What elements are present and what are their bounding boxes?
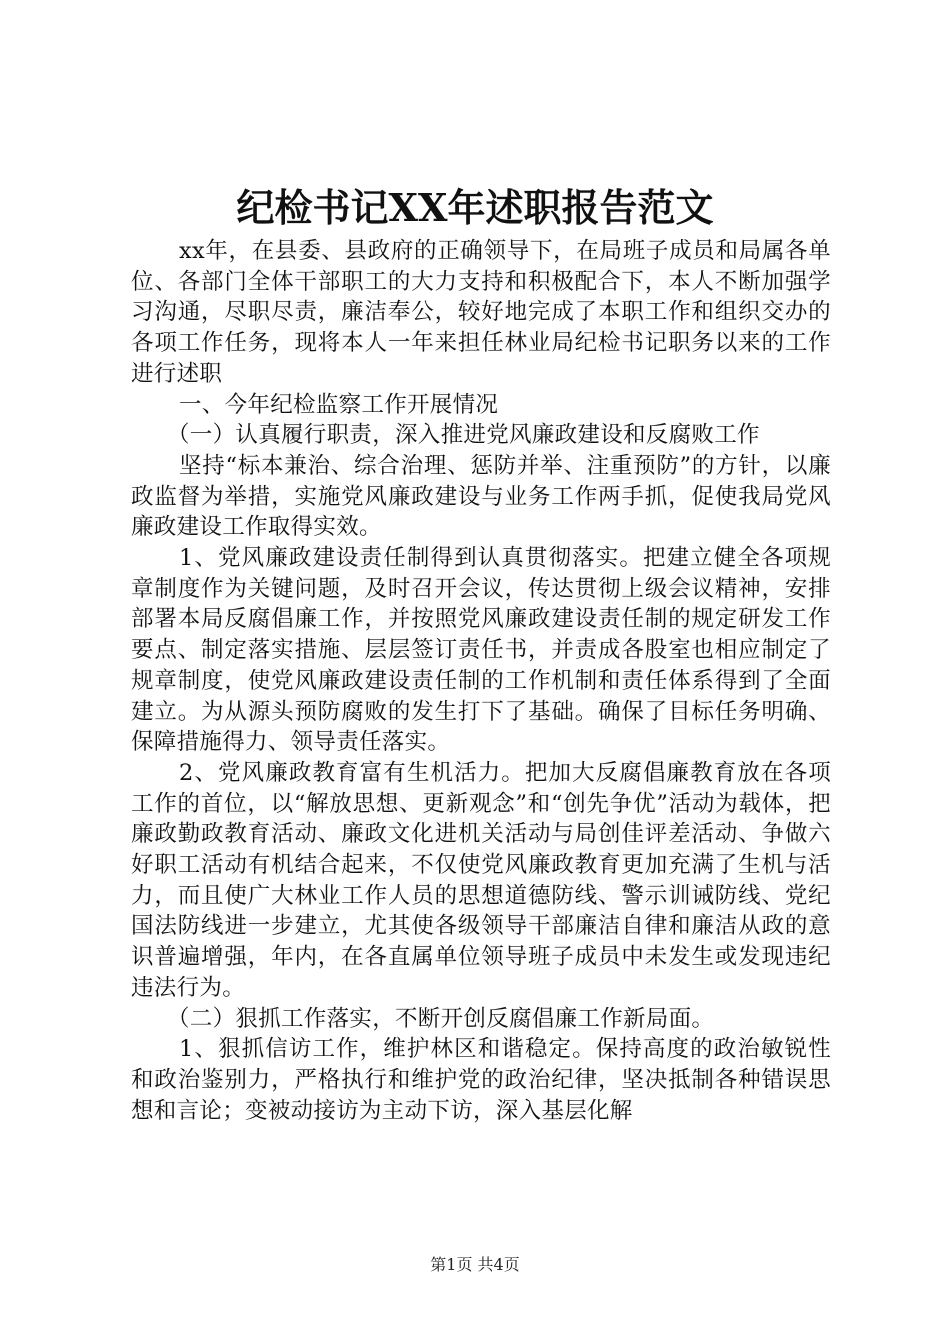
paragraph-intro: xx年，在县委、县政府的正确领导下，在局班子成员和局属各单位、各部门全体干部职工的大力支持和积极配合下，本人不断加强学习沟通，尽职尽责，廉洁奉公，较好地完成了本职工作和组织交办的各项工作任务，现将本人一年来担任林业局纪检书记职务以来的工作进行述职 [131, 238, 831, 387]
subsection-heading-1: （一）认真履行职责，深入推进党风廉政建设和反腐败工作 [167, 422, 760, 449]
paragraph-item-3: 1、狠抓信访工作，维护林区和谐稳定。保持高度的政治敏锐性和政治鉴别力，严格执行和维护党的政治纪律，坚决抵制各种错误思想和言论；变被动接访为主动下访，深入基层化解 [131, 1036, 831, 1124]
page-footer: 第1页 共4页 [430, 1255, 520, 1274]
document-title: 纪检书记XX年述职报告范文 [236, 185, 714, 230]
subsection-heading-2: （二）狠抓工作落实，不断开创反腐倡廉工作新局面。 [167, 1005, 715, 1032]
section-heading-1: 一、今年纪检监察工作开展情况 [179, 391, 499, 418]
paragraph-item-1: 1、党风廉政建设责任制得到认真贯彻落实。把建立健全各项规章制度作为关键问题，及时召开会议，传达贯彻上级会议精神，安排部署本局反腐倡廉工作，并按照党风廉政建设责任制的规定研发工作要点、制定落实措施、层层签订责任书，并责成各股室也相应制定了规章制度，使党风廉政建设责任制的工作机制和责任体系得到了全面建立。为从源头预防腐败的发生打下了基础。确保了目标任务明确、保障措施得力、领导责任落实。 [131, 545, 831, 756]
paragraph-item-2: 2、党风廉政教育富有生机活力。把加大反腐倡廉教育放在各项工作的首位，以“解放思想、更新观念”和“创先争优”活动为载体，把廉政勤政教育活动、廉政文化进机关活动与局创佳评差活动、争做六好职工活动有机结合起来，不仅使党风廉政教育更加充满了生机与活力，而且使广大林业工作人员的思想道德防线、警示训诫防线、党纪国法防线进一步建立，尤其使各级领导干部廉洁自律和廉洁从政的意识普遍增强，年内，在各直属单位领导班子成员中未发生或发现违纪违法行为。 [131, 759, 831, 1001]
document-body [131, 236, 831, 1126]
paragraph-approach: 坚持“标本兼治、综合治理、惩防并举、注重预防”的方针，以廉政监督为举措，实施党风廉政建设与业务工作两手抓，促使我局党风廉政建设工作取得实效。 [131, 452, 831, 541]
